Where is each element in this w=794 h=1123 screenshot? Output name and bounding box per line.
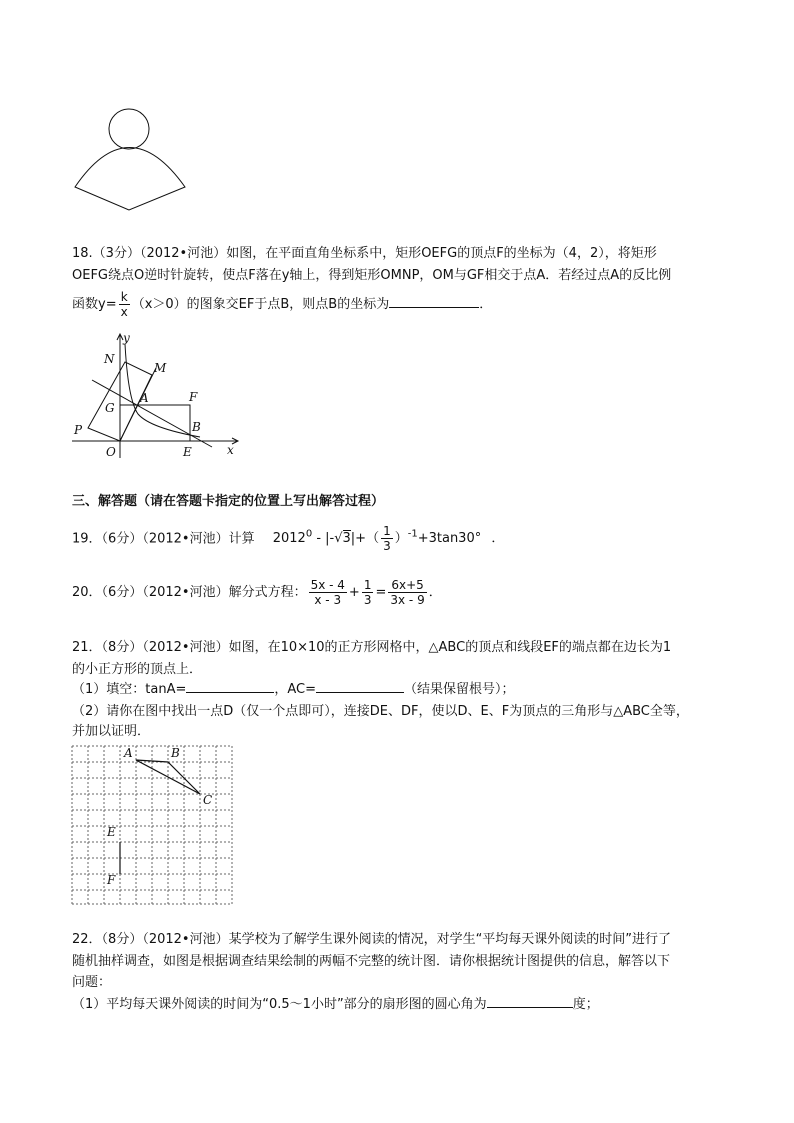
func-fraction [119, 290, 130, 319]
triangle-abc [136, 760, 200, 794]
grid-label-f: F [107, 873, 116, 887]
q21-line3-a: （1）填空：tanA= [72, 682, 187, 697]
q20-f1-num: 5x - 4 [310, 578, 345, 592]
q20-f3-den: 3x - 9 [390, 593, 425, 607]
grid-label-a: A [124, 746, 133, 760]
func-y: y= [98, 297, 117, 312]
q21-line2: 的小正方形的顶点上． [72, 662, 203, 677]
q21-grid-figure [70, 744, 234, 906]
q20-eq: = [375, 585, 387, 600]
q22-line4-b: 度； [572, 997, 599, 1012]
q21-line4: （2）请你在图中找出一点D（仅一个点即可），连接DE、DF，使以D、E、F为顶点的三角形与△ABC全等， [72, 704, 689, 719]
q20-f2-num: 1 [363, 578, 372, 592]
q19-expr-a: 2012 [272, 531, 306, 547]
q21-ac-blank[interactable] [316, 680, 404, 693]
q19-frac-den: 3 [383, 539, 391, 554]
q20-line [72, 576, 442, 610]
q22-line1: 22．（8分）（2012•河池）某学校为了解学生课外阅读的情况，对学生“平均每天课外阅读的时间”进行了 [72, 932, 672, 947]
q21-line1: 21．（8分）（2012•河池）如图，在10×10的正方形网格中，△ABC的顶点和线段EF的端点都在边长为1 [72, 640, 672, 655]
q19-end: ． [491, 531, 505, 547]
label-e: E [183, 445, 192, 459]
grid-label-b: B [171, 746, 180, 760]
q20-prefix: 20．（6分）（2012•河池）解分式方程： [72, 585, 307, 600]
q20-fraction-1 [309, 578, 347, 607]
q21-tana-blank[interactable] [186, 680, 274, 693]
label-m: M [154, 361, 167, 375]
q18-coordinate-figure [70, 330, 245, 460]
func-num: k [119, 290, 130, 305]
q20-fraction-3 [388, 578, 426, 607]
q19-fraction [381, 524, 393, 553]
label-a: A [140, 391, 149, 405]
section-3-title: 三、解答题（请在答题卡指定的位置上写出解答过程） [72, 494, 385, 509]
q19-line [72, 520, 504, 554]
q18-line3-post: （x＞0）的图象交EF于点B，则点B的坐标为 [131, 297, 390, 312]
label-g: G [105, 401, 115, 415]
q18-line3-pre: 函数 [72, 297, 99, 312]
label-f: F [189, 390, 198, 404]
q18-line2: OEFG绕点O逆时针旋转，使点F落在y轴上，得到矩形OMNP，OM与GF相交于点A．若经过点A的反比例 [72, 268, 672, 283]
label-p: P [74, 423, 83, 437]
q22-line4-a: （1）平均每天课外阅读的时间为“0.5～1小时”部分的扇形图的圆心角为 [72, 997, 487, 1012]
q21-line3 [72, 680, 515, 700]
rect-oefg [120, 405, 190, 441]
q21-line3-c: （结果保留根号）； [404, 682, 515, 697]
q20-f3-num: 6x+5 [388, 578, 426, 593]
q19-expr-e: +3tan30° [417, 531, 482, 547]
q18-answer-blank[interactable] [389, 295, 479, 308]
q22-angle-blank[interactable] [487, 995, 573, 1008]
q20-end: ． [428, 585, 442, 600]
label-b: B [192, 420, 201, 434]
grid-label-e: E [107, 825, 116, 839]
q19-expr-b: - |- [312, 531, 335, 547]
q18-line3 [72, 290, 492, 320]
label-x: x [227, 443, 234, 457]
q19-expression [272, 524, 482, 554]
q18-line1: 18.（3分）（2012•河池）如图，在平面直角坐标系中，矩形OEFG的顶点F的坐标为（4，2），将矩形 [72, 246, 657, 261]
q19-exp-neg1: -1 [407, 529, 418, 540]
q22-line2: 随机抽样调查，如图是根据调查结果绘制的两幅不完整的统计图．请你根据统计图提供的信息，解答以下 [72, 954, 671, 969]
q19-exp0: 0 [305, 529, 313, 540]
q19-sqrt-sym: √ [334, 531, 343, 547]
q22-line3: 问题： [72, 975, 112, 990]
head-and-fan-figure [70, 104, 190, 214]
q19-sqrt-arg: 3 [342, 531, 351, 547]
dotted-grid [72, 746, 232, 904]
q20-f1-den: x - 3 [314, 593, 342, 607]
q20-f2-den: 3 [363, 593, 372, 607]
q21-line5: 并加以证明． [72, 724, 151, 739]
q19-expr-c: |+（ [350, 531, 380, 547]
q21-line3-b: ，AC= [274, 682, 317, 697]
q18-line3-end: ． [479, 297, 493, 312]
q19-expr-d: ） [394, 531, 408, 547]
q20-fraction-2 [362, 578, 374, 607]
grid-label-c: C [203, 793, 213, 807]
q22-line4 [72, 995, 599, 1015]
func-den: x [120, 305, 128, 319]
q19-frac-num: 1 [383, 524, 391, 539]
q20-plus: + [348, 585, 360, 600]
label-n: N [104, 352, 115, 366]
label-o: O [106, 445, 116, 459]
label-y: y [123, 331, 130, 345]
q19-prefix: 19．（6分）（2012•河池）计算 [72, 531, 255, 547]
